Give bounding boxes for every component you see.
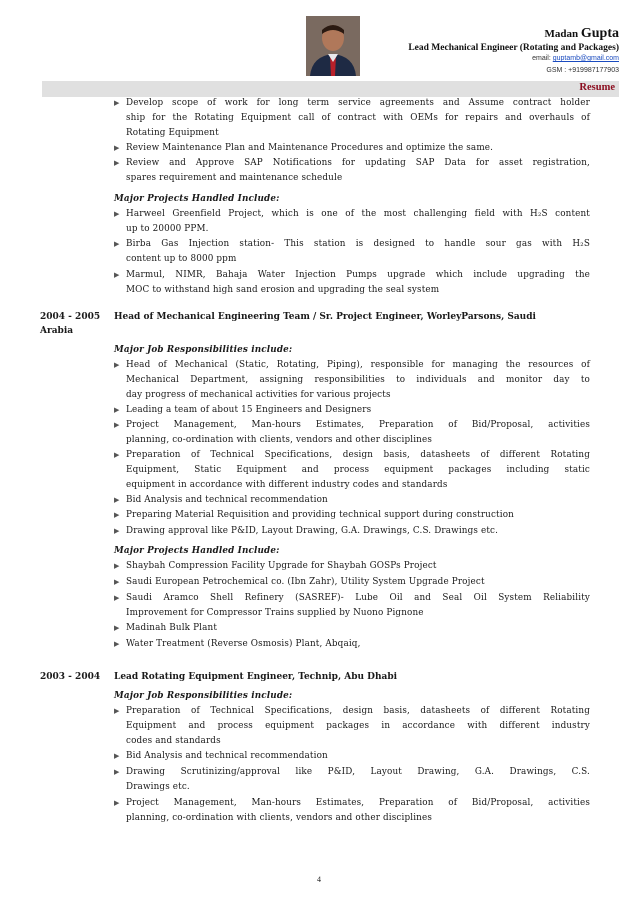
gsm-line: GSM : +919987177903	[546, 67, 619, 74]
list-item-cont: Rotating Equipment	[126, 128, 219, 138]
list-item-cont: Mechanical Department, assigning responsibilities to individuals and monitor day to	[126, 375, 590, 385]
page-number: 4	[317, 875, 321, 884]
list-item-cont: content up to 8000 ppm	[126, 254, 237, 264]
bullet-icon: ▶	[114, 624, 120, 632]
list-item: ▶ Review and Approve SAP Notifications for updating SAP Data for asset registration,	[0, 156, 638, 171]
list-item-cont: equipment in accordance with different industry codes and standards	[126, 480, 448, 490]
candidate-title: Lead Mechanical Engineer (Rotating and Packages)	[408, 43, 619, 53]
list-item-cont: planning, co-ordination with clients, vendors and other disciplines	[126, 435, 433, 445]
list-item: ▶ Head of Mechanical (Static, Rotating, Piping), responsible for managing the resources of	[0, 358, 638, 373]
list-item-cont: Equipment and process equipment packages in accordance with different industry	[126, 721, 590, 731]
list-item-cont: MOC to withstand high sand erosion and upgrading the seal system	[126, 285, 440, 295]
last-name: Gupta	[580, 26, 619, 41]
bullet-icon: ▶	[114, 496, 120, 504]
list-item: ▶ Birba Gas Injection station- This station is designed to handle sour gas with H₂S	[0, 237, 638, 252]
bullet-icon: ▶	[114, 144, 120, 152]
profile-photo	[306, 16, 360, 76]
subheading: Major Job Responsibilities include:	[114, 691, 293, 701]
list-item-cont: Improvement for Compressor Trains supplied by Nuono Pignone	[126, 608, 424, 618]
list-item: ▶ Preparation of Technical Specifications, design basis, datasheets of different Rotating	[0, 448, 638, 463]
list-item: ▶ Bid Analysis and technical recommendation	[0, 493, 638, 508]
subheading: Major Job Responsibilities include:	[114, 345, 293, 355]
bullet-icon: ▶	[114, 210, 120, 218]
bullet-icon: ▶	[114, 594, 120, 602]
list-item: ▶ Develop scope of work for long term service agreements and Assume contract holder	[0, 96, 638, 111]
bullet-icon: ▶	[114, 799, 120, 807]
job-title-cont: Arabia	[40, 326, 74, 336]
bullet-icon: ▶	[114, 159, 120, 167]
email-line	[532, 55, 619, 62]
list-item: ▶ Water Treatment (Reverse Osmosis) Plant, Abqaiq,	[0, 637, 638, 652]
bullet-icon: ▶	[114, 99, 120, 107]
list-item: ▶ Project Management, Man-hours Estimates, Preparation of Bid/Proposal, activities	[0, 796, 638, 811]
list-item: ▶ Shaybah Compression Facility Upgrade for Shaybah GOSPs Project	[0, 559, 638, 574]
bullet-icon: ▶	[114, 406, 120, 414]
job-header	[0, 670, 638, 685]
job-dates: 2004 - 2005	[40, 312, 101, 322]
bullet-icon: ▶	[114, 640, 120, 648]
job-title: Head of Mechanical Engineering Team / Sr. Project Engineer, WorleyParsons, Saudi	[114, 312, 536, 322]
list-item: ▶ Review Maintenance Plan and Maintenance Procedures and optimize the same.	[0, 141, 638, 156]
bullet-icon: ▶	[114, 562, 120, 570]
email-link[interactable]: guptamb@gmail.com	[552, 55, 619, 62]
bullet-icon: ▶	[114, 707, 120, 715]
list-item-cont: Drawings etc.	[126, 782, 190, 792]
list-item: ▶ Saudi Aramco Shell Refinery (SASREF)- Lube Oil and Seal Oil System Reliability	[0, 591, 638, 606]
list-item: ▶ Saudi European Petrochemical co. (Ibn Zahr), Utility System Upgrade Project	[0, 575, 638, 590]
list-item: ▶ Leading a team of about 15 Engineers and Designers	[0, 403, 638, 418]
list-item-cont: spares requirement and maintenance schedule	[126, 173, 343, 183]
list-item: ▶ Project Management, Man-hours Estimates, Preparation of Bid/Proposal, activities	[0, 418, 638, 433]
candidate-name	[545, 26, 620, 42]
list-item-cont: codes and standards	[126, 736, 221, 746]
bullet-icon: ▶	[114, 451, 120, 459]
bullet-icon: ▶	[114, 240, 120, 248]
bullet-icon: ▶	[114, 511, 120, 519]
bullet-icon: ▶	[114, 361, 120, 369]
list-item: ▶ Drawing Scrutinizing/approval like P&ID, Layout Drawing, G.A. Drawings, C.S.	[0, 765, 638, 780]
list-item-cont: ship for the Rotating Equipment call of contract with OEMs for repairs and overhauls of	[126, 113, 590, 123]
list-item: ▶ Madinah Bulk Plant	[0, 621, 638, 636]
subheading: Major Projects Handled Include:	[114, 194, 280, 204]
email-label: email:	[532, 55, 551, 62]
list-item: ▶ Preparing Material Requisition and providing technical support during construction	[0, 508, 638, 523]
section-bar	[42, 81, 619, 97]
list-item: ▶ Drawing approval like P&ID, Layout Drawing, G.A. Drawings, C.S. Drawings etc.	[0, 524, 638, 539]
bullet-icon: ▶	[114, 578, 120, 586]
subheading: Major Projects Handled Include:	[114, 546, 280, 556]
bullet-icon: ▶	[114, 271, 120, 279]
job-dates: 2003 - 2004	[40, 672, 101, 682]
list-item-cont: Equipment, Static Equipment and process equipment packages including static	[126, 465, 590, 475]
list-item-cont: planning, co-ordination with clients, vendors and other disciplines	[126, 813, 433, 823]
bullet-icon: ▶	[114, 527, 120, 535]
bullet-icon: ▶	[114, 421, 120, 429]
job-header-cont	[0, 324, 638, 339]
section-label: Resume	[579, 82, 615, 93]
job-header	[0, 310, 638, 325]
bullet-icon: ▶	[114, 752, 120, 760]
job-title: Lead Rotating Equipment Engineer, Technip, Abu Dhabi	[114, 672, 398, 682]
list-item-cont: day progress of mechanical activities for various projects	[126, 390, 391, 400]
bullet-icon: ▶	[114, 768, 120, 776]
list-item: ▶ Marmul, NIMR, Bahaja Water Injection Pumps upgrade which include upgrading the	[0, 268, 638, 283]
first-name: Madan	[544, 28, 579, 40]
list-item: ▶ Bid Analysis and technical recommendation	[0, 749, 638, 764]
list-item-cont: up to 20000 PPM.	[126, 224, 209, 234]
list-item: ▶ Harweel Greenfield Project, which is one of the most challenging field with H₂S content	[0, 207, 638, 222]
list-item: ▶ Preparation of Technical Specifications, design basis, datasheets of different Rotating	[0, 704, 638, 719]
